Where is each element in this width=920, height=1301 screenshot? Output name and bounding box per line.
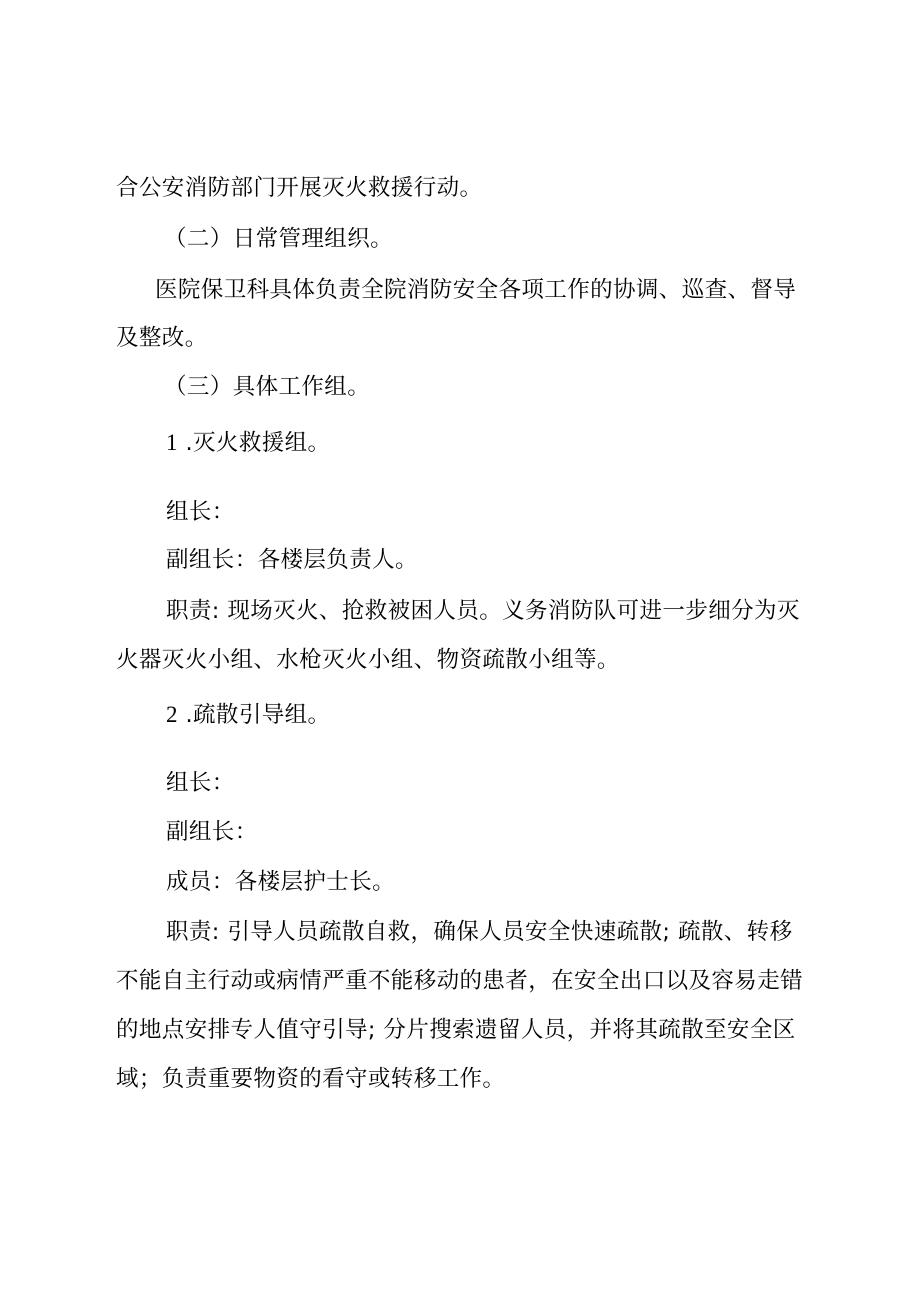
fire-group-duties-line-2: 火器灭火小组、水枪灭火小组、物资疏散小组等。: [116, 647, 620, 673]
group-heading-evacuation: [166, 700, 330, 730]
section-heading-work-groups: （三）具体工作组。: [164, 374, 371, 400]
group-title: .疏散引导组。: [185, 702, 331, 728]
evac-group-members: 成员：各楼层护士长。: [166, 869, 396, 895]
section-heading-daily-management: （二）日常管理组织。: [164, 226, 394, 252]
fire-group-deputy-leader: 副组长：各楼层负责人。: [166, 547, 418, 573]
paragraph-security-dept-line-2: 及整改。: [116, 325, 208, 351]
group-title: .灭火救援组。: [185, 430, 331, 456]
fire-group-leader: 组长：: [166, 499, 235, 525]
evac-group-leader: 组长：: [166, 770, 235, 796]
evac-group-duties-line-4: 域；负责重要物资的看守或转移工作。: [116, 1066, 506, 1092]
evac-group-duties-line-3: 的地点安排专人值守引导; 分片搜索遗留人员，并将其疏散至安全区: [116, 1017, 796, 1043]
list-number: 1: [166, 430, 178, 455]
paragraph-security-dept-line-1: 医院保卫科具体负责全院消防安全各项工作的协调、巡查、督导: [155, 277, 797, 303]
group-heading-fire-rescue: [166, 428, 330, 458]
evac-group-deputy-leader: 副组长：: [166, 819, 258, 845]
list-number: 2: [166, 702, 178, 727]
fire-group-duties-line-1: 职责: 现场灭火、抢救被困人员。义务消防队可进一步细分为灭: [166, 598, 800, 624]
evac-group-duties-line-2: 不能自主行动或病情严重不能移动的患者，在安全出口以及容易走错: [116, 968, 804, 994]
evac-group-duties-line-1: 职责: 引导人员疏散自救，确保人员安全快速疏散; 疏散、转移: [166, 919, 793, 945]
paragraph-continuation: 合公安消防部门开展灭火救援行动。: [116, 175, 483, 201]
